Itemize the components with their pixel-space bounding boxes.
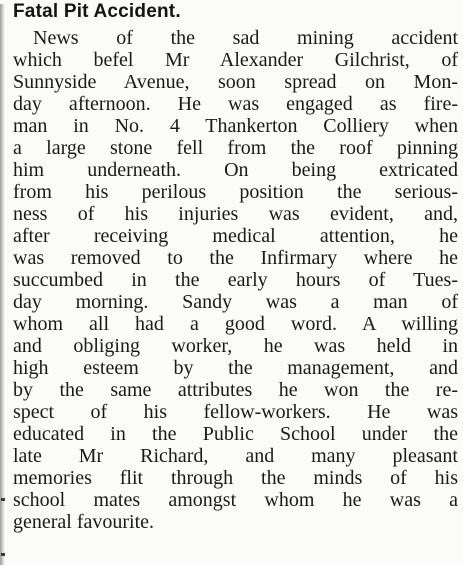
article-line: him underneath. On being extricated xyxy=(13,159,458,181)
article-line: from his perilous position the serious- xyxy=(13,181,458,203)
article-line: and obliging worker, he was held in xyxy=(13,335,458,357)
article-line: spect of his fellow-workers. He was xyxy=(13,401,458,423)
article-line: by the same attributes he won the re- xyxy=(13,379,458,401)
article-line: a large stone fell from the roof pinning xyxy=(13,137,458,159)
article-line: memories flit through the minds of his xyxy=(13,467,458,489)
article-line: News of the sad mining accident xyxy=(33,27,458,49)
article-line: late Mr Richard, and many pleasant xyxy=(13,445,458,467)
article-line: man in No. 4 Thankerton Colliery when xyxy=(13,115,458,137)
article-line: general favourite. xyxy=(13,511,155,533)
article-body xyxy=(13,27,458,533)
article-line: whom all had a good word. A willing xyxy=(13,313,458,335)
article-line: day morning. Sandy was a man of xyxy=(13,291,458,313)
article-line: day afternoon. He was engaged as fire- xyxy=(13,93,458,115)
column-rule xyxy=(0,4,5,565)
article-line: school mates amongst whom he was a xyxy=(13,489,458,511)
article-headline: Fatal Pit Accident. xyxy=(13,1,181,22)
article-line: which befel Mr Alexander Gilchrist, of xyxy=(13,49,458,71)
article-line: succumbed in the early hours of Tues- xyxy=(13,269,458,291)
article-line: ness of his injuries was evident, and, xyxy=(13,203,458,225)
article-line: was removed to the Infirmary where he xyxy=(13,247,458,269)
article-line: educated in the Public School under the xyxy=(13,423,458,445)
article-line: Sunnyside Avenue, soon spread on Mon- xyxy=(13,71,458,93)
article-line: after receiving medical attention, he xyxy=(13,225,458,247)
edge-mark xyxy=(1,553,5,556)
article-line: high esteem by the management, and xyxy=(13,357,458,379)
edge-mark xyxy=(1,498,5,501)
